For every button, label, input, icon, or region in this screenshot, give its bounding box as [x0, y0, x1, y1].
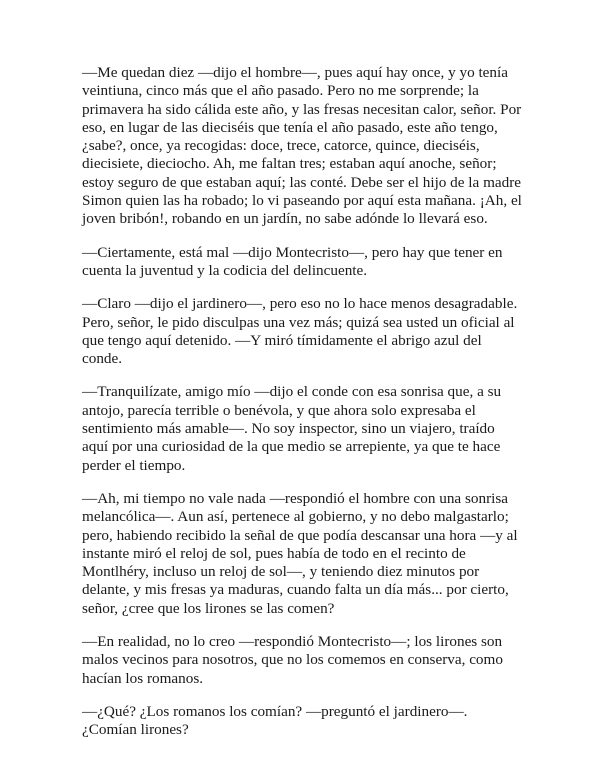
- paragraph-4: —Tranquilízate, amigo mío —dijo el conde con esa sonrisa que, a su antojo, parecía terrible o benévola, y que ahora solo expresaba el sentimiento más amable—. No soy inspector, sino un viajero, traído aquí por una curiosidad de la que medio se arrepiente, ya que te hace perder el tiempo.: [82, 383, 502, 474]
- document-page: [82, 64, 522, 755]
- paragraph-3: —Claro —dijo el jardinero—, pero eso no lo hace menos desagradable. Pero, señor, le pido disculpas una vez más; quizá sea usted un oficial al que tengo aquí detenido. —Y miró tímidamente el abrigo azul del conde.: [82, 295, 518, 368]
- paragraph-6: —En realidad, no lo creo —respondió Montecristo—; los lirones son malos vecinos para nosotros, que no los comemos en conserva, como hacían los romanos.: [82, 633, 503, 687]
- paragraph-7: —¿Qué? ¿Los romanos los comían? —preguntó el jardinero—. ¿Comían lirones?: [82, 702, 468, 739]
- paragraph-1: —Me quedan diez —dijo el hombre—, pues aquí hay once, y yo tenía veintiuna, cinco más que el año pasado. Pero no me sorprende; la primavera ha sido cálida este año, y las fresas necesitan calor, señor. Por eso, en lugar de las dieciséis que tenía el año pasado, este año tengo, ¿sabe?, once, ya recogidas: doce, trece, catorce, quince, dieciséis, diecisiete, dieciocho. Ah, me faltan tres; estaban aquí anoche, señor; estoy seguro de que estaban aquí; las conté. Debe ser el hijo de la madre Simon quien las ha robado; lo vi paseando por aquí esta mañana. ¡Ah, el joven bribón!, robando en un jardín, no sabe adónde lo llevará eso.: [82, 64, 522, 228]
- paragraph-5: —Ah, mi tiempo no vale nada —respondió el hombre con una sonrisa melancólica—. Aun así, pertenece al gobierno, y no debo malgastarlo; pero, habiendo recibido la señal de que podía descansar una hora —y al instante miró el reloj de sol, pues había de todo en el recinto de Montlhéry, incluso un reloj de sol—, y teniendo diez minutos por delante, y mis fresas ya maduras, cuando falta un día más... por cierto, señor, ¿cree que los lirones se las comen?: [82, 489, 518, 617]
- paragraph-2: —Ciertamente, está mal —dijo Montecristo—, pero hay que tener en cuenta la juventud y la codicia del delincuente.: [82, 243, 503, 279]
